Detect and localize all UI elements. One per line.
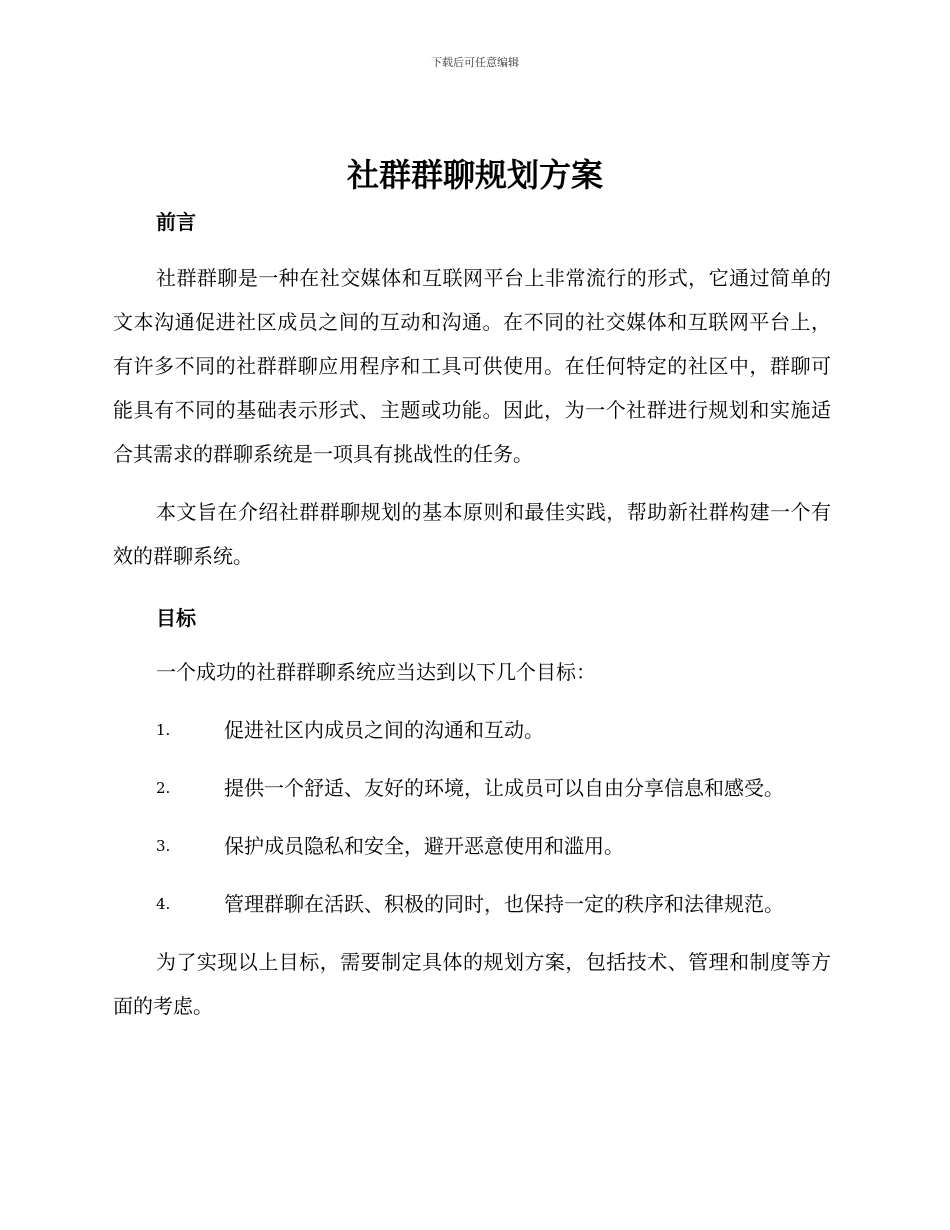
list-text: 促进社区内成员之间的沟通和互动。: [224, 718, 544, 742]
section-heading-preface: 前言: [156, 210, 196, 234]
list-number: 1.: [156, 721, 171, 739]
preface-paragraph: 本文旨在介绍社群群聊规划的基本原则和最佳实践，帮助新社群构建一个有效的群聊系统。: [113, 500, 831, 568]
list-text: 提供一个舒适、友好的环境，让成员可以自由分享信息和感受。: [224, 776, 784, 800]
preface-paragraph: 社群群聊是一种在社交媒体和互联网平台上非常流行的形式，它通过简单的文本沟通促进社区成员之间的互动和沟通。在不同的社交媒体和互联网平台上，有许多不同的社群群聊应用程序和工具可供使用。在任何特定的社区中，群聊可能具有不同的基础表示形式、主题或功能。因此，为一个社群进行规划和实施适合其需求的群聊系统是一项具有挑战性的任务。: [113, 266, 831, 466]
list-text: 管理群聊在活跃、积极的同时，也保持一定的秩序和法律规范。: [224, 892, 784, 916]
header-note: 下载后可任意编辑: [431, 56, 519, 69]
list-number: 2.: [156, 779, 171, 797]
list-number: 4.: [156, 895, 171, 913]
list-number: 3.: [156, 837, 171, 855]
document-body: [113, 202, 831, 1028]
list-text: 保护成员隐私和安全，避开恶意使用和滥用。: [224, 834, 624, 858]
section-heading-goals: 目标: [156, 606, 196, 630]
list-item: [113, 708, 831, 752]
document-title: 社群群聊规划方案: [346, 156, 603, 194]
list-item: [113, 882, 831, 926]
list-item: [113, 766, 831, 810]
goals-conclusion: 为了实现以上目标，需要制定具体的规划方案，包括技术、管理和制度等方面的考虑。: [113, 950, 831, 1018]
goals-intro: 一个成功的社群群聊系统应当达到以下几个目标：: [156, 660, 596, 684]
list-item: [113, 824, 831, 868]
